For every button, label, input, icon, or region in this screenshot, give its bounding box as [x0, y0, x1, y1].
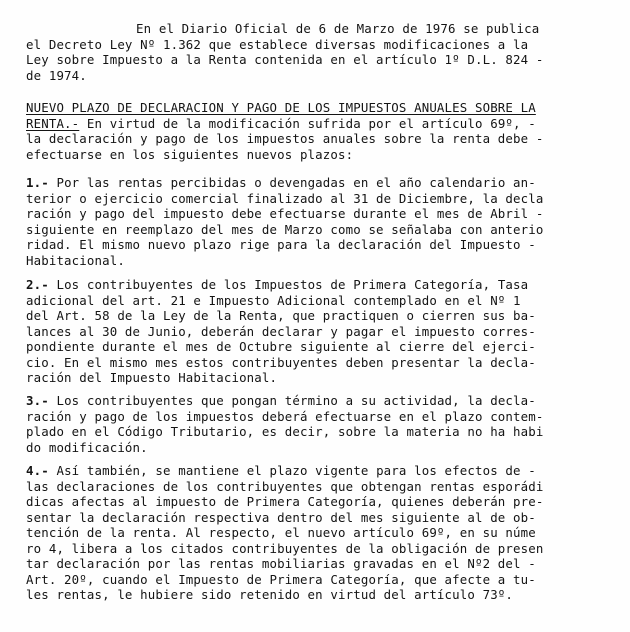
intro-line: Ley sobre Impuesto a la Renta contenida en el artículo 1º D.L. 824 -: [26, 52, 544, 67]
section-heading: NUEVO PLAZO DE DECLARACION Y PAGO DE LOS IMPUESTOS ANUALES SOBRE LA: [26, 100, 536, 115]
item-line: tención de la renta. Al respecto, el nuevo artículo 69º, en su núme: [26, 525, 536, 540]
item-2-paragraph: [26, 277, 612, 386]
item-line: Habitacional.: [26, 252, 125, 268]
item-line: cio. En el mismo mes estos contribuyentes deben presentar la decla-: [26, 354, 536, 370]
item-line: Así también, se mantiene el plazo vigente para los efectos de -: [48, 463, 536, 478]
item-line: ración y pago de los impuestos deberá efectuarse en el plazo contem-: [26, 408, 544, 424]
item-3-paragraph: [26, 393, 612, 455]
section-heading-paragraph: [26, 100, 612, 162]
section-line: la declaración y pago de los impuestos anuales sobre la renta debe -: [26, 131, 544, 146]
item-line: tar declaración por las rentas mobiliarias gravadas en el Nº2 del -: [26, 556, 536, 571]
item-4-paragraph: [26, 463, 612, 603]
item-line: ración del Impuesto Habitacional.: [26, 370, 278, 385]
item-line: ración y pago del impuesto debe efectuarse durante el mes de Abril -: [26, 206, 544, 221]
item-line: las declaraciones de los contribuyentes que obtengan rentas esporádi: [26, 478, 544, 494]
item-line: Los contribuyentes de los Impuestos de Primera Categoría, Tasa: [48, 277, 529, 292]
item-line: plado en el Código Tributario, es decir, sobre la materia no ha habi: [26, 424, 544, 439]
item-line: sentar la declaración respectiva dentro del mes siguiente al de ob-: [26, 509, 536, 525]
item-line: pondiente durante el mes de Octubre siguiente al cierre del ejerci-: [26, 339, 536, 354]
item-number: 3.-: [26, 393, 49, 408]
section-heading-end: RENTA.-: [26, 115, 80, 131]
intro-line: de 1974.: [26, 67, 87, 83]
item-number: 4.-: [26, 463, 49, 478]
item-line: Por las rentas percibidas o devengadas en el año calendario an-: [48, 175, 536, 190]
intro-paragraph: [26, 21, 612, 83]
intro-line: En el Diario Oficial de 6 de Marzo de 1976 se publica: [136, 21, 540, 36]
item-line: ridad. El mismo nuevo plazo rige para la declaración del Impuesto -: [26, 237, 536, 252]
item-line: lances al 30 de Junio, deberán declarar y pagar el impuesto corres-: [26, 323, 536, 339]
item-line: adicional del art. 21 e Impuesto Adicional contemplado en el Nº 1: [26, 292, 521, 308]
item-number: 2.-: [26, 277, 49, 292]
item-line: del Art. 58 de la Ley de la Renta, que practiquen o cierren sus ba-: [26, 308, 536, 323]
item-number: 1.-: [26, 175, 49, 190]
section-line: En virtud de la modificación sufrida por el artículo 69º, -: [79, 115, 536, 131]
item-line: Los contribuyentes que pongan término a su actividad, la decla-: [48, 393, 536, 408]
item-line: les rentas, le hubiere sido retenido en virtud del artículo 73º.: [26, 587, 514, 602]
item-line: siguiente en reemplazo del mes de Marzo como se señalaba con anterio: [26, 221, 544, 237]
intro-line: el Decreto Ley Nº 1.362 que establece diversas modificaciones a la: [26, 36, 529, 52]
item-line: dicas afectas al impuesto de Primera Categoría, quienes deberán pre-: [26, 494, 544, 509]
section-line: efectuarse en los siguientes nuevos plazos:: [26, 146, 354, 162]
item-line: Art. 20º, cuando el Impuesto de Primera Categoría, que afecte a tu-: [26, 571, 536, 587]
item-line: terior o ejercicio comercial finalizado al 31 de Diciembre, la decla: [26, 190, 544, 206]
item-1-paragraph: [26, 175, 612, 268]
item-line: do modificación.: [26, 439, 148, 455]
item-line: ro 4, libera a los citados contribuyentes de la obligación de presen: [26, 540, 544, 556]
